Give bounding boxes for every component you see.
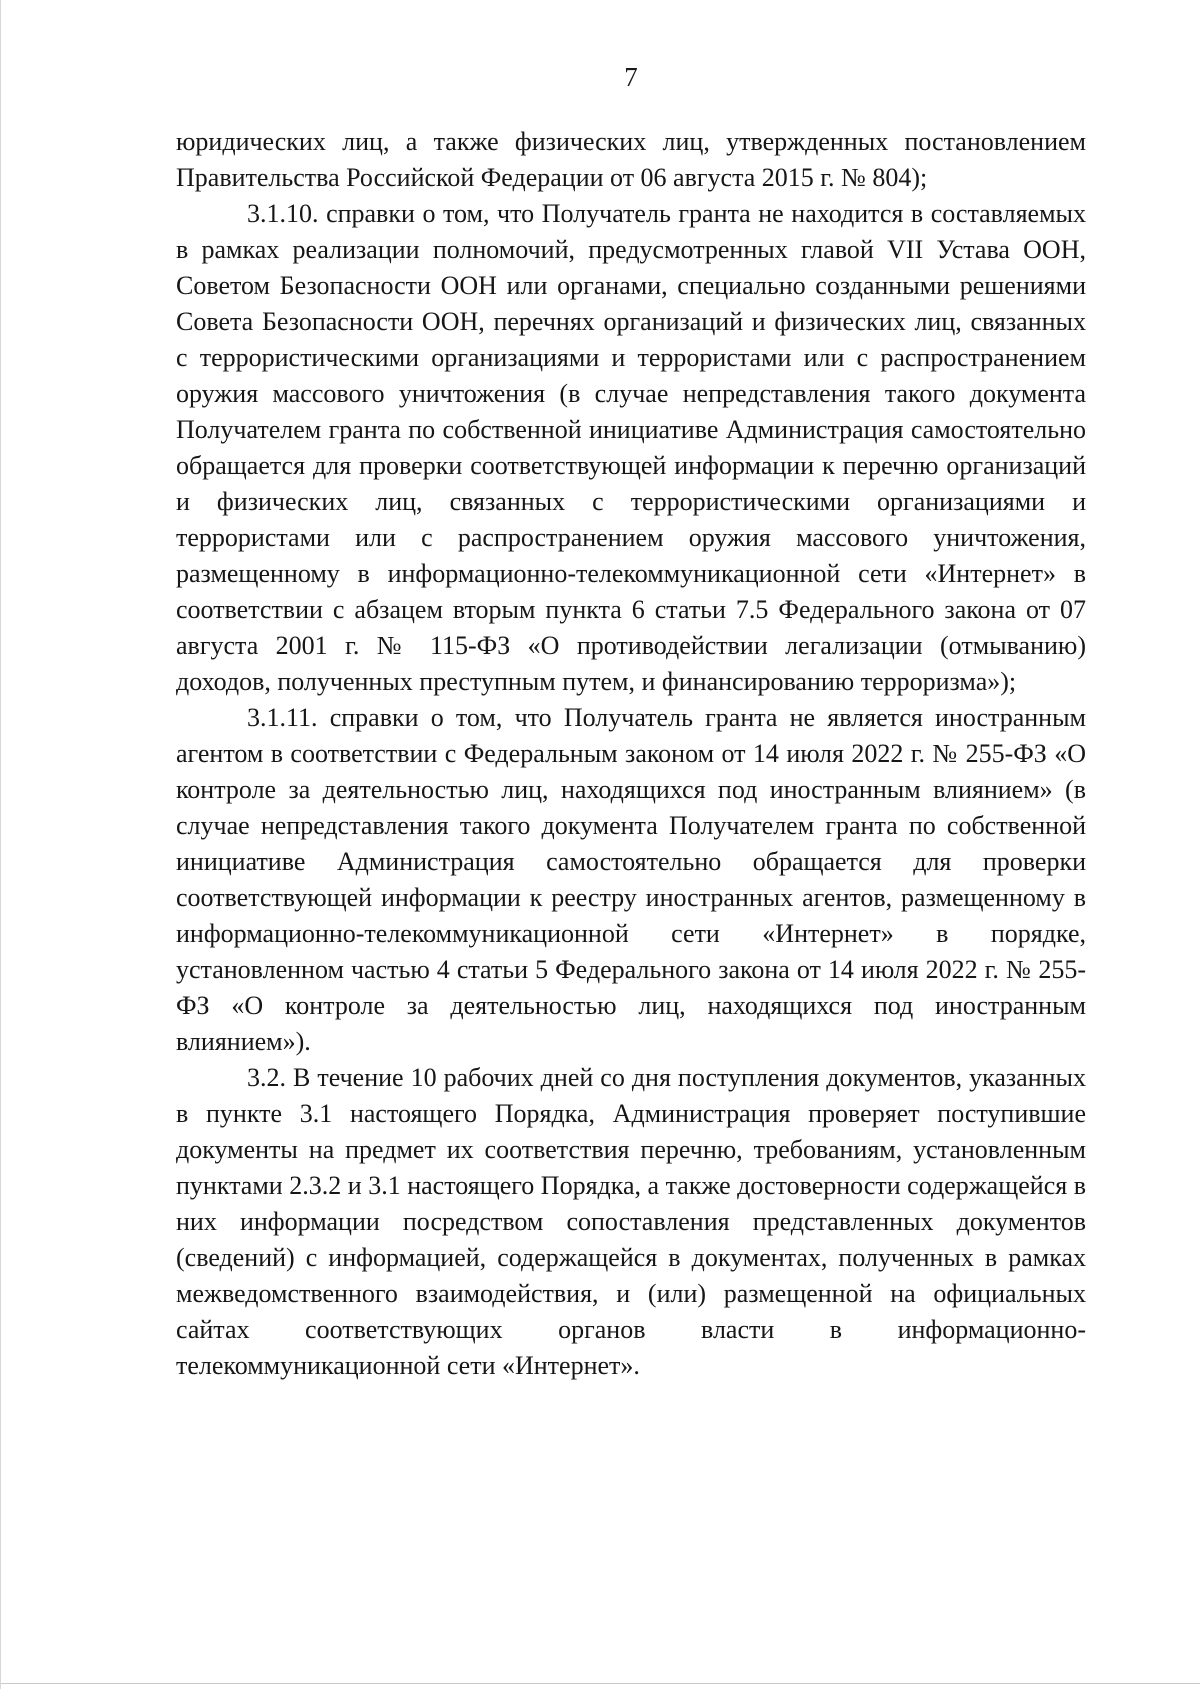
page-number: 7 [624, 62, 638, 92]
scan-edge-divider [1, 1683, 1200, 1684]
document-body [176, 124, 1086, 1384]
paragraph-continuation: юридических лиц, а также физических лиц, утвержденных постановлением Правительства Российской Федерации от 06 августа 2015 г. № 804); [176, 127, 1086, 192]
paragraph-3-2: 3.2. В течение 10 рабочих дней со дня поступления документов, указанных в пункте 3.1 настоящего Порядка, Администрация проверяет поступившие документы на предмет их соответствия перечню, требованиям, установленным пунктами 2.3.2 и 3.1 настоящего Порядка, а также достоверности содержащейся в них информации посредством сопоставления представленных документов (сведений) с информацией, содержащейся в документах, полученных в рамках межведомственного взаимодействия, и (или) размещенной на официальных сайтах соответствующих органов власти в информационно-телекоммуникационной сети «Интернет». [176, 1063, 1086, 1380]
paragraph-3-1-11: 3.1.11. справки о том, что Получатель гранта не является иностранным агентом в соответствии с Федеральным законом от 14 июля 2022 г. № 255-ФЗ «О контроле за деятельностью лиц, находящихся под иностранным влиянием» (в случае непредставления такого документа Получателем гранта по собственной инициативе Администрация самостоятельно обращается для проверки соответствующей информации к реестру иностранных агентов, размещенному в информационно-телекоммуникационной сети «Интернет» в порядке, установленном частью 4 статьи 5 Федерального закона от 14 июля 2022 г. № 255-ФЗ «О контроле за деятельностью лиц, находящихся под иностранным влиянием»). [176, 703, 1086, 1056]
paragraph-3-1-10: 3.1.10. справки о том, что Получатель гранта не находится в составляемых в рамках реализации полномочий, предусмотренных главой VII Устава ООН, Советом Безопасности ООН или органами, специально созданными решениями Совета Безопасности ООН, перечнях организаций и физических лиц, связанных с террористическими организациями и террористами или с распространением оружия массового уничтожения (в случае непредставления такого документа Получателем гранта по собственной инициативе Администрация самостоятельно обращается для проверки соответствующей информации к перечню организаций и физических лиц, связанных с террористическими организациями и террористами или с распространением оружия массового уничтожения, размещенному в информационно-телекоммуникационной сети «Интернет» в соответствии с абзацем вторым пункта 6 статьи 7.5 Федерального закона от 07 августа 2001 г. № 115-ФЗ «О противодействии легализации (отмыванию) доходов, полученных преступным путем, и финансированию терроризма»); [176, 199, 1086, 696]
